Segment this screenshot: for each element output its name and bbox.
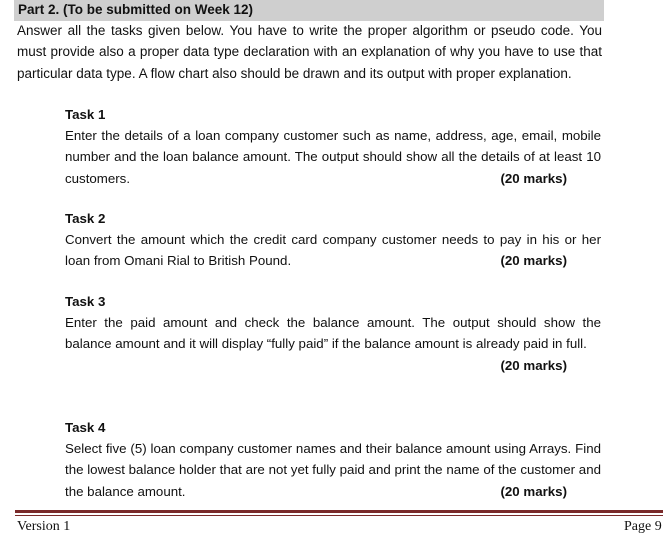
task-body — [65, 229, 601, 272]
task-4 — [65, 417, 601, 502]
task-description: Select five (5) loan company customer names and their balance amount using Arrays. Find the lowest balance holder that are not yet fully paid and print the name of the customer and the balance amount. — [65, 441, 601, 499]
task-marks: (20 marks) — [500, 483, 567, 499]
footer-divider-thin — [15, 515, 663, 516]
section-header-bar — [14, 0, 604, 21]
section-title: Part 2. (To be submitted on Week 12) — [18, 2, 254, 17]
task-2 — [65, 208, 601, 272]
footer-page-number: Page 9 — [624, 519, 662, 534]
task-description: Enter the paid amount and check the balance amount. The output should show the balance amount and it will display “fully paid” if the balance amount is already paid in full. — [65, 315, 601, 352]
footer-version: Version 1 — [17, 519, 71, 534]
task-title: Task 2 — [65, 211, 106, 226]
task-body — [65, 438, 601, 502]
task-marks: (20 marks) — [500, 253, 567, 269]
intro-paragraph: Answer all the tasks given below. You have to write the proper algorithm or pseudo code. You must provide also a proper data type declaration with an explanation of why you have to use that particular data type. A flow chart also should be drawn and its output with proper explanation. — [17, 23, 602, 81]
task-title: Task 4 — [65, 420, 106, 435]
task-1 — [65, 104, 601, 189]
task-body — [65, 312, 601, 355]
task-body — [65, 125, 601, 189]
footer-divider-thick — [15, 510, 663, 513]
task-marks: (20 marks) — [500, 357, 567, 373]
task-description: Enter the details of a loan company customer such as name, address, age, email, mobile number and the loan balance amount. The output should show all the details of at least 10 customers. — [65, 128, 601, 186]
task-3 — [65, 291, 601, 376]
task-title: Task 3 — [65, 294, 106, 309]
task-title: Task 1 — [65, 107, 106, 122]
task-marks: (20 marks) — [500, 170, 567, 186]
task-description: Convert the amount which the credit card company customer needs to pay in his or her loan from Omani Rial to British Pound. — [65, 232, 601, 269]
